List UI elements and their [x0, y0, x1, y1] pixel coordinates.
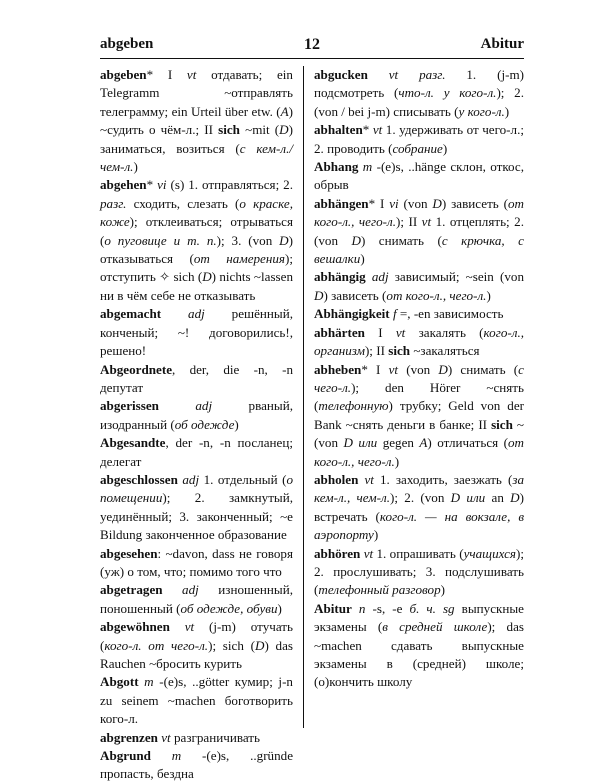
header-rule	[100, 58, 524, 59]
page-header	[100, 36, 524, 56]
entry-abgott: Abgott m -(e)s, ..götter кумир; j-n zu seinem ~machen боготворить кого-л.	[100, 674, 293, 727]
entry-abgrenzen: abgrenzen vt разграничивать	[100, 729, 261, 745]
entry-abhaengen: abhängen* I vi (von D) зависеть (от кого-л., чего-л.); II vt 1. отцеплять; 2. (von D) снимать (с крючка, с вешалки)	[314, 195, 524, 267]
entry-abhaengigkeit: Abhängigkeit f =, -en зависимость	[314, 306, 504, 322]
left-column	[100, 66, 293, 784]
entry-abgeben: abgeben* I vt отдавать; ein Telegramm ~отправлять телеграмму; ein Urteil über etw. (A) ~судить о чём-л.; II sich ~mit (D) заниматься, возиться (с кем-л./чем-л.)	[100, 67, 293, 175]
entry-abgesehen: abgesehen: ~davon, dass не говоря (уж) о том, что; помимо того что	[100, 545, 293, 579]
entry-abgrund: Abgrund m -(e)s, ..gründe пропасть, бездна	[100, 748, 294, 782]
header-right-guide-word: Abitur	[480, 36, 524, 52]
entry-abgehen: abgehen* vi (s) 1. отправляться; 2. разг. сходить, слезать (о краске, коже); отклеиваться; отрываться (о пуговице и т. п.); 3. (von D) отказываться (от намерения); отступить ✧ sich (D) nichts ~lassen ни в чём себе не отказывать	[100, 177, 294, 303]
entry-abgerissen: abgerissen adj рваный, изодранный (об одежде)	[100, 398, 293, 432]
entry-abgesandte: Abgesandte, der -n, -n посланец; делегат	[100, 435, 293, 469]
entry-abgeschlossen: abgeschlossen adj 1. отдельный (о помещении); 2. замкнутый, уединённый; 3. законченный; ~e Bildung законченное образование	[100, 471, 294, 543]
entry-abitur: Abitur n -s, -e б. ч. sg выпускные экзамены (в средней школе); das ~machen сдавать выпускные экзамены в (средней) школе; (о)кончить школу	[314, 600, 524, 690]
column-divider	[303, 66, 304, 728]
entry-abgemacht: abgemacht adj решённый, конченый; ~! договорились!, решено!	[100, 306, 293, 359]
entry-abhaengig: abhängig adj зависимый; ~sein (von D) зависеть (от кого-л., чего-л.)	[314, 269, 524, 303]
entry-abgucken: abgucken vt разг. 1. (j-m) подсмотреть (что-л. у кого-л.); 2. (von / bei j-m) списывать (у кого-л.)	[314, 67, 525, 119]
header-left-guide-word: abgeben	[100, 36, 154, 52]
entry-abheben: abheben* I vt (von D) снимать (с чего-л.); den Hörer ~снять (телефонную) трубку; Geld von der Bank ~снять деньги в банке; II sich ~(von D или gegen A) отличаться (от кого-л., чего-л.)	[314, 361, 524, 469]
entry-abhoeren: abhören vt 1. опрашивать (учащихся); 2. прослушивать; 3. подслушивать (телефонный разговор)	[314, 545, 524, 598]
entry-abgewoehnen: abgewöhnen vt (j-m) отучать (кого-л. от чего-л.); sich (D) das Rauchen ~бросить курить	[100, 619, 294, 671]
entry-abholen: abholen vt 1. заходить, заезжать (за кем-л., чем-л.); 2. (von D или an D) встречать (кого-л. — на вокзале, в аэропорту)	[314, 471, 524, 543]
entry-abgetragen: abgetragen adj изношенный, поношенный (об одежде, обуви)	[100, 582, 293, 616]
page-number: 12	[304, 36, 320, 53]
entry-abhalten: abhalten* vt 1. удерживать от чего-л.; 2. проводить (собрание)	[314, 122, 524, 156]
right-column	[314, 66, 524, 692]
entry-abgeordnete: Abgeordnete, der, die -n, -n депутат	[100, 361, 293, 395]
entry-abhaerten: abhärten I vt закалять (кого-л., организм); II sich ~закаляться	[314, 324, 524, 359]
entry-abhang: Abhang m -(e)s, ..hänge склон, откос, обрыв	[314, 159, 524, 193]
